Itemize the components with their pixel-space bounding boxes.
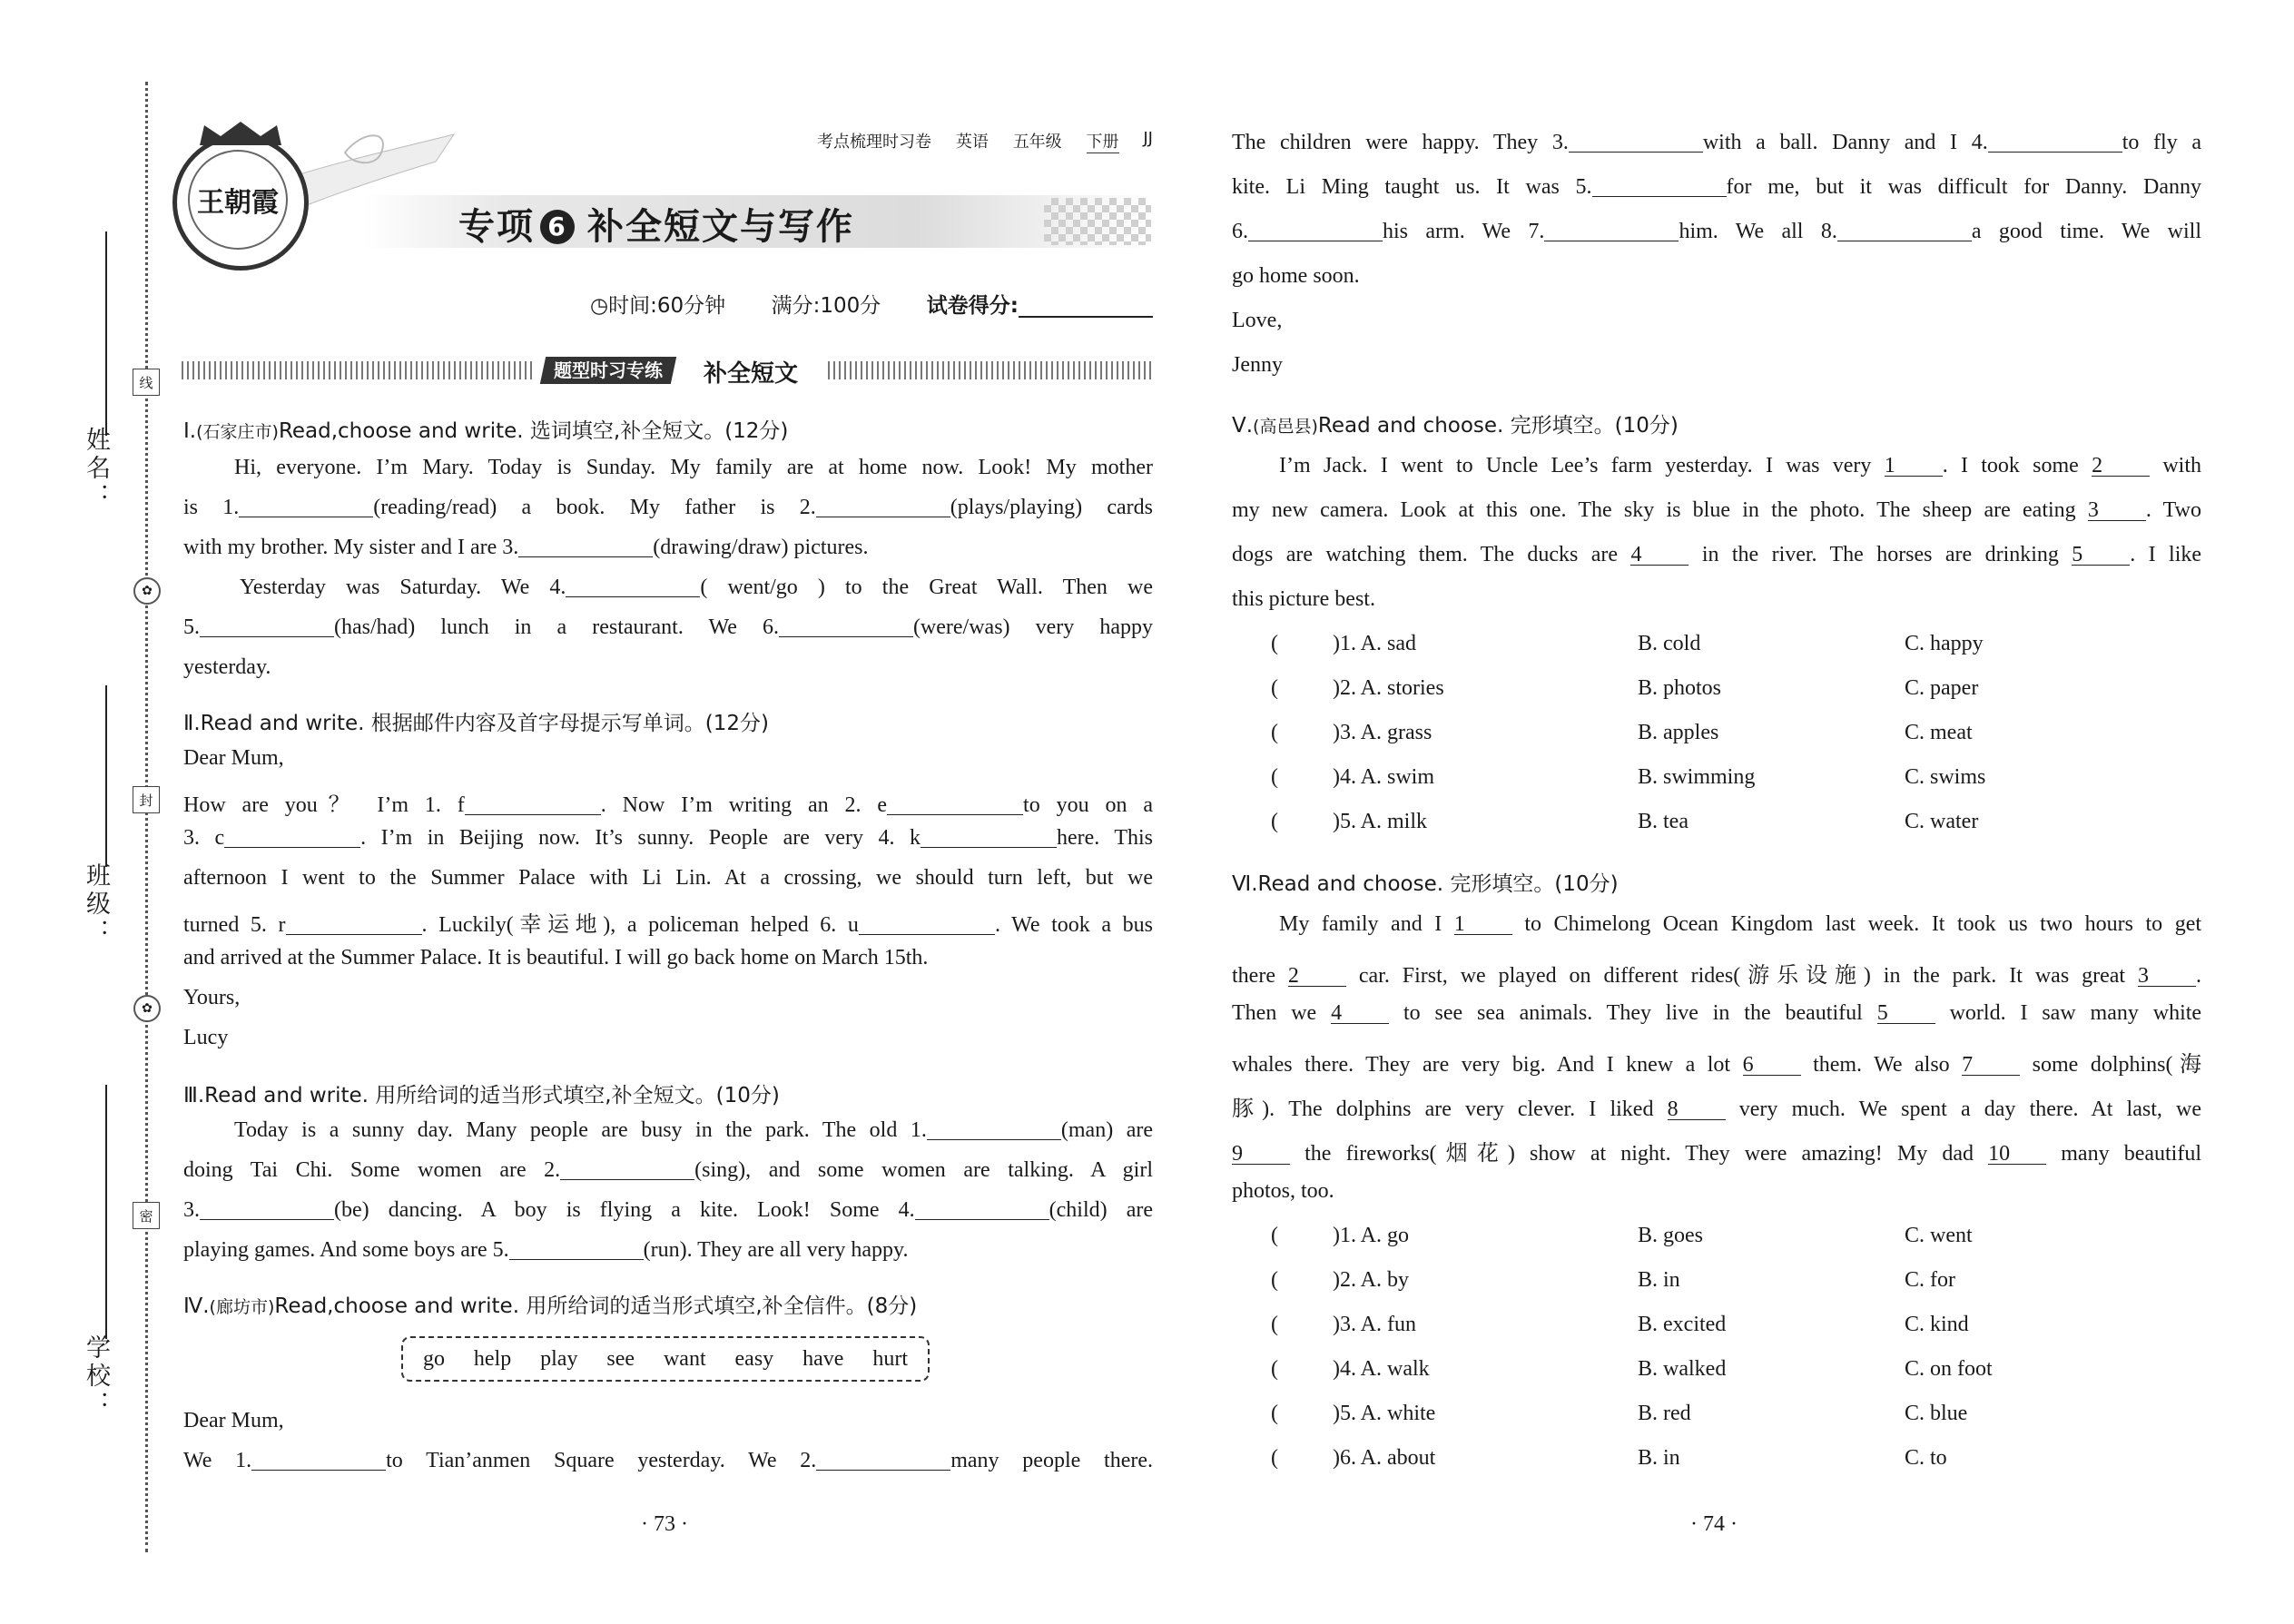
q4-cont-line: go home soon. bbox=[1232, 264, 1360, 288]
q5-option-paren[interactable]: ( bbox=[1271, 676, 1278, 700]
q3-line: playing games. And some boys are 5. (run). They are all very happy. bbox=[183, 1238, 909, 1262]
q5-option-a: )3. A. grass bbox=[1333, 721, 1433, 744]
page-title bbox=[458, 198, 854, 250]
binding-dotted-line bbox=[145, 82, 148, 1552]
q6-blank-2[interactable]: 2 bbox=[1288, 966, 1346, 987]
q2-line: How are you？ I’m 1. f . Now I’m writing an 2. e to you on a bbox=[183, 793, 1153, 817]
q6-blank-10[interactable]: 10 bbox=[1988, 1144, 2046, 1165]
q4-blank-6[interactable] bbox=[1248, 221, 1383, 241]
q2-line: 3. c . I’m in Beijing now. It’s sunny. People are very 4. k here. This bbox=[183, 826, 1154, 850]
q6-option-paren[interactable]: ( bbox=[1271, 1313, 1278, 1336]
q6-option-a: )6. A. about bbox=[1333, 1446, 1436, 1470]
q4-blank-2[interactable] bbox=[816, 1450, 950, 1471]
q6-option-paren[interactable]: ( bbox=[1271, 1224, 1278, 1247]
series-subject: 英语 bbox=[955, 133, 989, 152]
word-option: play bbox=[540, 1346, 578, 1371]
q6-blank-7[interactable]: 7 bbox=[1962, 1055, 2020, 1076]
q6-line: whales there. They are very big. And I knew a lot 6 them. We also 7 some dolphins(海 bbox=[1232, 1053, 2201, 1077]
q4-cont-line: Love, bbox=[1232, 309, 1283, 332]
word-option: go bbox=[422, 1346, 445, 1371]
q2-blank-2[interactable] bbox=[887, 794, 1023, 815]
q5-option-b: B. swimming bbox=[1638, 765, 1756, 789]
crown-icon bbox=[195, 120, 286, 147]
q6-option-a: )3. A. fun bbox=[1333, 1313, 1416, 1336]
binding-mark-xian: 线 bbox=[133, 369, 160, 396]
q2-heading: Ⅱ.Read and write. 根据邮件内容及首字母提示写单词。(12分) bbox=[183, 712, 769, 735]
q4-blank-7[interactable] bbox=[1544, 221, 1679, 241]
q5-option-paren[interactable]: ( bbox=[1271, 810, 1278, 833]
q1-blank-6[interactable] bbox=[779, 616, 913, 637]
school-field-line[interactable] bbox=[105, 1085, 107, 1339]
q1-blank-3[interactable] bbox=[518, 536, 653, 557]
q5-line: dogs are watching them. The ducks are 4 in the river. The horses are drinking 5 . I like bbox=[1232, 543, 2202, 566]
q6-option-c: C. to bbox=[1905, 1446, 1947, 1470]
q4-blank-8[interactable] bbox=[1837, 221, 1972, 241]
school-field-label: 学校： bbox=[82, 1334, 110, 1419]
q5-line: I’m Jack. I went to Uncle Lee’s farm yesterday. I was very 1 . I took some 2 with bbox=[1279, 454, 2202, 477]
page-number-right: · 74 · bbox=[1690, 1512, 1738, 1536]
q6-blank-3[interactable]: 3 bbox=[2138, 966, 2196, 987]
q6-option-c: C. blue bbox=[1905, 1402, 1968, 1425]
word-option: see bbox=[606, 1346, 635, 1371]
q4-line: Dear Mum, bbox=[183, 1409, 284, 1432]
q4-blank-3[interactable] bbox=[1569, 132, 1703, 153]
q1-line: Yesterday was Saturday. We 4. ( went/go ) to the Great Wall. Then we bbox=[240, 576, 1153, 599]
q6-line: 豚). The dolphins are very clever. I liked 8 very much. We spent a day there. At last, we bbox=[1232, 1097, 2201, 1121]
q6-option-b: B. in bbox=[1638, 1446, 1680, 1470]
q5-option-c: C. paper bbox=[1905, 676, 1979, 700]
series-volume: 下册 bbox=[1087, 129, 1119, 153]
q6-blank-4[interactable]: 4 bbox=[1331, 1003, 1389, 1024]
series-grade: 五年级 bbox=[1012, 133, 1062, 152]
q5-option-c: C. swims bbox=[1905, 765, 1986, 789]
q6-option-b: B. walked bbox=[1638, 1357, 1727, 1381]
q6-option-c: C. on foot bbox=[1905, 1357, 1993, 1381]
series-info bbox=[817, 129, 1153, 153]
q2-blank-5[interactable] bbox=[286, 914, 422, 935]
score-label: 试卷得分: bbox=[927, 289, 1153, 319]
brand-logo bbox=[172, 134, 309, 271]
page-number-left: · 73 · bbox=[641, 1512, 688, 1536]
binding-mark-mi: 密 bbox=[133, 1202, 160, 1229]
q5-option-a: )5. A. milk bbox=[1333, 810, 1428, 833]
q6-blank-6[interactable]: 6 bbox=[1743, 1055, 1801, 1076]
q4-cont-line: 6. his arm. We 7. him. We all 8. a good time. We will bbox=[1232, 220, 2202, 243]
q5-option-a: )1. A. sad bbox=[1333, 632, 1416, 655]
q5-option-c: C. water bbox=[1905, 810, 1979, 833]
q6-option-a: )2. A. by bbox=[1333, 1268, 1409, 1292]
q6-option-b: B. goes bbox=[1638, 1224, 1703, 1247]
q1-line: is 1. (reading/read) a book. My father is 2. (plays/playing) cards bbox=[183, 496, 1153, 519]
q1-line: yesterday. bbox=[183, 655, 271, 679]
section-tag: 题型时习专练 bbox=[540, 357, 676, 384]
q2-line: Lucy bbox=[183, 1026, 229, 1049]
q1-heading: Ⅰ.(石家庄市)Read,choose and write. 选词填空,补全短文。(12分) bbox=[183, 419, 789, 443]
q3-blank-5[interactable] bbox=[509, 1239, 644, 1260]
q2-blank-1[interactable] bbox=[465, 794, 601, 815]
word-option: want bbox=[663, 1346, 706, 1371]
q5-option-b: B. apples bbox=[1638, 721, 1719, 744]
q5-option-paren[interactable]: ( bbox=[1271, 632, 1278, 655]
q6-line: 9 the fireworks(烟花) show at night. They were amazing! My dad 10 many beautiful bbox=[1232, 1142, 2201, 1166]
word-option: have bbox=[802, 1346, 844, 1371]
q6-option-c: C. kind bbox=[1905, 1313, 1969, 1336]
q1-blank-5[interactable] bbox=[200, 616, 334, 637]
q2-blank-3[interactable] bbox=[224, 827, 360, 848]
q2-blank-4[interactable] bbox=[921, 827, 1057, 848]
word-option: help bbox=[473, 1346, 512, 1371]
q2-line: and arrived at the Summer Palace. It is beautiful. I will go back home on March 15th. bbox=[183, 946, 929, 969]
banner-checker-pattern bbox=[1044, 198, 1151, 245]
q6-option-b: B. red bbox=[1638, 1402, 1691, 1425]
q5-option-b: B. cold bbox=[1638, 632, 1701, 655]
q1-blank-4[interactable] bbox=[566, 576, 700, 597]
q5-option-a: )2. A. stories bbox=[1333, 676, 1444, 700]
q5-line: my new camera. Look at this one. The sky is blue in the photo. The sheep are eating 3 . Two bbox=[1232, 498, 2201, 522]
name-field-line[interactable] bbox=[105, 231, 107, 436]
q4-cont-line: kite. Li Ming taught us. It was 5. for me, but it was difficult for Danny. Danny bbox=[1232, 175, 2201, 199]
q6-blank-9[interactable]: 9 bbox=[1232, 1144, 1290, 1165]
q3-line: Today is a sunny day. Many people are busy in the park. The old 1. (man) are bbox=[234, 1118, 1154, 1142]
q5-option-b: B. tea bbox=[1638, 810, 1689, 833]
title-text: 补全短文与写作 bbox=[587, 206, 854, 248]
class-field-label: 班级： bbox=[82, 862, 110, 947]
section-hatch-left bbox=[182, 361, 536, 379]
q6-option-c: C. for bbox=[1905, 1268, 1955, 1292]
title-number-badge: 6 bbox=[540, 210, 575, 244]
q3-blank-4[interactable] bbox=[915, 1199, 1049, 1220]
q6-option-c: C. went bbox=[1905, 1224, 1973, 1247]
q6-option-a: )4. A. walk bbox=[1333, 1357, 1430, 1381]
q6-option-b: B. excited bbox=[1638, 1313, 1727, 1336]
word-option: easy bbox=[734, 1346, 774, 1371]
q5-heading: Ⅴ.(高邑县)Read and choose. 完形填空。(10分) bbox=[1232, 414, 1679, 438]
q5-blank-5[interactable]: 5 bbox=[2072, 545, 2130, 566]
q5-option-paren[interactable]: ( bbox=[1271, 765, 1278, 789]
q4-cont-line: The children were happy. They 3. with a ball. Danny and I 4. to fly a bbox=[1232, 131, 2201, 154]
name-field-label: 姓名： bbox=[82, 427, 110, 511]
full-score: 满分:100分 bbox=[771, 294, 881, 318]
word-option: hurt bbox=[872, 1346, 909, 1371]
q5-blank-2[interactable]: 2 bbox=[2092, 456, 2150, 477]
q2-line: turned 5. r . Luckily(幸运地), a policeman helped 6. u . We took a bus bbox=[183, 913, 1154, 937]
q4-blank-4[interactable] bbox=[1988, 132, 2122, 153]
q6-line: My family and I 1 to Chimelong Ocean Kingdom last week. It took us two hours to get bbox=[1279, 912, 2202, 936]
q5-blank-3[interactable]: 3 bbox=[2088, 500, 2146, 521]
q2-line: afternoon I went to the Summer Palace with Li Lin. At a crossing, we should turn left, but we bbox=[183, 866, 1153, 890]
q1-blank-1[interactable] bbox=[239, 497, 373, 517]
q4-heading: Ⅳ.(廊坊市)Read,choose and write. 用所给词的适当形式填空,补全信件。(8分) bbox=[183, 1294, 918, 1318]
time-limit: ◷时间:60分钟 bbox=[590, 294, 726, 318]
q6-option-a: )5. A. white bbox=[1333, 1402, 1436, 1425]
q4-blank-1[interactable] bbox=[251, 1450, 386, 1471]
q3-blank-2[interactable] bbox=[560, 1159, 694, 1180]
q1-line: Hi, everyone. I’m Mary. Today is Sunday. My family are at home now. Look! My mother bbox=[234, 456, 1153, 479]
q5-line: this picture best. bbox=[1232, 587, 1375, 611]
q6-line: there 2 car. First, we played on different rides(游乐设施) in the park. It was great 3 . bbox=[1232, 964, 2201, 988]
q5-option-c: C. happy bbox=[1905, 632, 1984, 655]
binding-seal-icon: ✿ bbox=[133, 995, 161, 1022]
q5-blank-4[interactable]: 4 bbox=[1630, 545, 1689, 566]
q6-option-paren[interactable]: ( bbox=[1271, 1268, 1278, 1292]
q5-option-a: )4. A. swim bbox=[1333, 765, 1435, 789]
q5-option-b: B. photos bbox=[1638, 676, 1722, 700]
q4-line: We 1. to Tian’anmen Square yesterday. We 2. many people there. bbox=[183, 1449, 1153, 1472]
q2-line: Yours, bbox=[183, 986, 241, 1009]
q6-option-paren[interactable]: ( bbox=[1271, 1402, 1278, 1425]
series-edition: JJ bbox=[1143, 129, 1153, 148]
q6-line: photos, too. bbox=[1232, 1179, 1334, 1203]
binding-mark-feng: 封 bbox=[133, 786, 160, 813]
q6-option-a: )1. A. go bbox=[1333, 1224, 1409, 1247]
q3-blank-3[interactable] bbox=[200, 1199, 334, 1220]
q6-line: Then we 4 to see sea animals. They live in the beautiful 5 world. I saw many white bbox=[1232, 1001, 2202, 1025]
q6-option-b: B. in bbox=[1638, 1268, 1680, 1292]
series-name: 考点梳理时习卷 bbox=[817, 133, 931, 152]
class-field-line[interactable] bbox=[105, 685, 107, 867]
score-blank[interactable] bbox=[1019, 296, 1153, 318]
q3-heading: Ⅲ.Read and write. 用所给词的适当形式填空,补全短文。(10分) bbox=[183, 1084, 780, 1107]
q5-blank-1[interactable]: 1 bbox=[1885, 456, 1943, 477]
q5-option-paren[interactable]: ( bbox=[1271, 721, 1278, 744]
q1-line: 5. (has/had) lunch in a restaurant. We 6. (were/was) very happy bbox=[183, 615, 1153, 639]
section-hatch-right bbox=[828, 361, 1153, 379]
q3-line: 3. (be) dancing. A boy is flying a kite. Look! Some 4. (child) are bbox=[183, 1198, 1153, 1222]
brand-logo-text: 王朝霞 bbox=[188, 150, 288, 250]
q2-line: Dear Mum, bbox=[183, 746, 284, 770]
exam-meta bbox=[590, 289, 1153, 319]
q6-heading: Ⅵ.Read and choose. 完形填空。(10分) bbox=[1232, 872, 1619, 896]
section-bar bbox=[182, 354, 1153, 387]
q6-blank-5[interactable]: 5 bbox=[1877, 1003, 1935, 1024]
q6-blank-1[interactable]: 1 bbox=[1454, 914, 1512, 935]
section-title: 补全短文 bbox=[704, 360, 799, 388]
q6-option-paren[interactable]: ( bbox=[1271, 1446, 1278, 1470]
q1-line: with my brother. My sister and I are 3. (drawing/draw) pictures. bbox=[183, 536, 869, 559]
q5-option-c: C. meat bbox=[1905, 721, 1973, 744]
q2-blank-6[interactable] bbox=[859, 914, 995, 935]
q3-line: doing Tai Chi. Some women are 2. (sing), and some women are talking. A girl bbox=[183, 1158, 1153, 1182]
q4-word-box bbox=[401, 1336, 930, 1382]
q4-cont-line: Jenny bbox=[1232, 353, 1283, 377]
q4-blank-5[interactable] bbox=[1592, 176, 1727, 197]
title-prefix: 专项 bbox=[458, 206, 535, 248]
q3-blank-1[interactable] bbox=[927, 1119, 1061, 1140]
q6-blank-8[interactable]: 8 bbox=[1668, 1099, 1726, 1120]
q1-blank-2[interactable] bbox=[816, 497, 950, 517]
q6-option-paren[interactable]: ( bbox=[1271, 1357, 1278, 1381]
binding-seal-icon: ✿ bbox=[133, 577, 161, 605]
